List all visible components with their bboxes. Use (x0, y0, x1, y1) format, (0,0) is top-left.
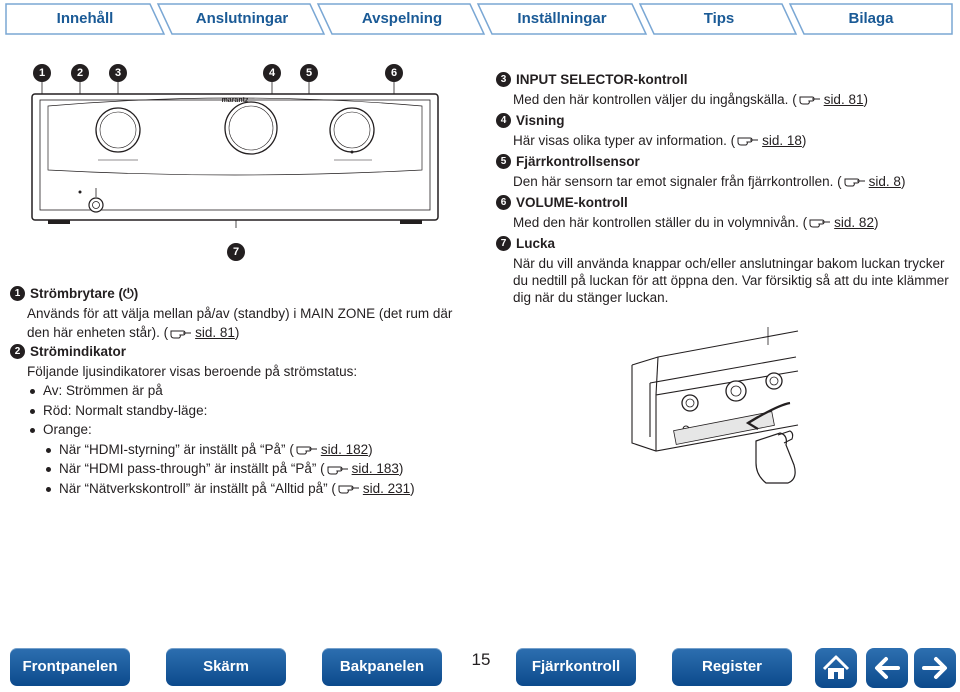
item-1-heading (10, 284, 470, 304)
ref-open-paren: ( (320, 461, 325, 476)
item-door (496, 234, 951, 306)
item-6-text: Med den här kontrollen ställer du in volymnivån. (513, 214, 799, 230)
ref-open-paren: ( (730, 132, 736, 148)
item-display (496, 111, 951, 150)
brand-logo: marantz (221, 97, 249, 104)
bullet-av: Av: Strömmen är på (27, 381, 470, 401)
nav-register-button[interactable]: Register (672, 648, 792, 686)
tab-avspelning[interactable]: Avspelning (361, 10, 443, 27)
forward-arrow-icon (914, 648, 956, 688)
ref-link-sid-18[interactable]: sid. 18 (762, 132, 802, 148)
tab-bilaga[interactable]: Bilaga (848, 10, 894, 27)
item-1-title-start: Strömbrytare ( (30, 286, 124, 301)
item-6-number: 6 (496, 195, 511, 210)
marker-7: 7 (227, 243, 245, 261)
tab-tips[interactable]: Tips (703, 10, 735, 27)
ref-link-sid-81[interactable]: sid. 81 (823, 91, 864, 107)
ref-link-sid-8[interactable]: sid. 8 (868, 173, 901, 189)
tab-installningar[interactable]: Inställningar (517, 10, 607, 27)
marker-5: 5 (300, 64, 318, 82)
item-1-text: Används för att välja mellan på/av (standby) i MAIN ZONE (det rum där den här enheten står). (27, 305, 453, 340)
item-2-title: Strömindikator (30, 344, 127, 359)
pointing-hand-icon (844, 175, 866, 187)
tab-anslutningar[interactable]: Anslutningar (195, 10, 289, 27)
sub-bullet-text: När “HDMI-styrning” är inställt på “På” (59, 441, 286, 457)
receiver-front-illustration (28, 80, 448, 260)
ref-close-paren: ) (863, 91, 868, 107)
ref-open-paren: ( (331, 480, 336, 496)
item-3-number: 3 (496, 72, 511, 87)
ref-close-paren: ) (900, 173, 906, 189)
page-number: 15 (471, 650, 491, 669)
ref-open-paren: ( (792, 91, 797, 107)
item-power-indicator (10, 342, 470, 498)
marker-4: 4 (263, 64, 281, 82)
item-5-number: 5 (496, 154, 511, 169)
nav-skarm-button[interactable]: Skärm (166, 648, 286, 686)
top-tab-bar (0, 0, 960, 40)
ref-link-sid-81[interactable]: sid. 81 (195, 325, 235, 340)
marker-1: 1 (33, 64, 51, 82)
bullet-orange: Orange: (27, 420, 470, 440)
item-1-reference (164, 323, 240, 343)
ref-open-paren: ( (289, 441, 294, 457)
ref-link-sid-82[interactable]: sid. 82 (834, 214, 874, 230)
item-3-text: Med den här kontrollen väljer du ingångskälla. (513, 91, 789, 107)
bullet-rod: Röd: Normalt standby-läge: (27, 401, 470, 421)
pointing-hand-icon (296, 443, 318, 455)
sub-bullet-natverkskontroll (43, 479, 470, 499)
nav-frontpanelen-button[interactable]: Frontpanelen (10, 648, 130, 686)
ref-close-paren: ) (873, 214, 879, 230)
item-7-title: Lucka (516, 236, 556, 251)
item-4-title: Visning (516, 113, 565, 128)
item-6-title: VOLUME-kontroll (516, 195, 628, 210)
back-button[interactable] (866, 648, 908, 688)
item-volume (496, 193, 951, 232)
sub-bullet-text: När “Nätverkskontroll” är inställt på “Alltid på” (59, 480, 328, 496)
ref-open-paren: ( (837, 173, 842, 189)
item-3-title: INPUT SELECTOR-kontroll (516, 72, 688, 87)
ref-link-sid-183[interactable]: sid. 183 (351, 461, 399, 476)
ref-close-paren: ) (234, 325, 240, 340)
ref-open-paren: ( (163, 325, 169, 340)
pointing-hand-icon (338, 482, 360, 494)
item-1-number: 1 (10, 286, 25, 301)
marker-2: 2 (71, 64, 89, 82)
item-2-heading (10, 342, 470, 362)
sub-bullet-hdmi-pass-through (43, 459, 470, 479)
marker-3: 3 (109, 64, 127, 82)
sub-bullet-text: När “HDMI pass-through” är inställt på “På” (59, 461, 317, 476)
tab-innehall[interactable]: Innehåll (56, 10, 114, 27)
item-power-button (10, 284, 470, 343)
ref-link-sid-182[interactable]: sid. 182 (320, 441, 369, 457)
ref-close-paren: ) (398, 461, 404, 476)
item-4-text: Här visas olika typer av information. (513, 132, 727, 148)
pointing-hand-icon (327, 463, 349, 475)
ref-link-sid-231[interactable]: sid. 231 (362, 480, 411, 496)
home-icon (815, 648, 857, 688)
door-opening-illustration (628, 325, 808, 485)
pointing-hand-icon (799, 93, 821, 105)
pointing-hand-icon (737, 134, 759, 146)
item-5-title: Fjärrkontrollsensor (516, 154, 640, 169)
ref-close-paren: ) (410, 480, 415, 496)
item-2-intro: Följande ljusindikatorer visas beroende på strömstatus: (27, 363, 358, 379)
home-button[interactable] (815, 648, 857, 688)
item-1-title-end: ) (133, 286, 139, 301)
item-5-text: Den här sensorn tar emot signaler från fjärrkontrollen. (513, 173, 834, 189)
back-arrow-icon (866, 648, 908, 688)
power-icon: ⏻ (123, 286, 134, 301)
ref-open-paren: ( (802, 214, 808, 230)
item-7-number: 7 (496, 236, 511, 251)
marker-6: 6 (385, 64, 403, 82)
item-input-selector (496, 70, 951, 109)
nav-bakpanelen-button[interactable]: Bakpanelen (322, 648, 442, 686)
item-4-number: 4 (496, 113, 511, 128)
item-2-number: 2 (10, 344, 25, 359)
ref-close-paren: ) (801, 132, 807, 148)
ref-close-paren: ) (368, 441, 373, 457)
item-7-text: När du vill använda knappar och/eller anslutningar bakom luckan trycker du nedtill på luckan för att öppna den. Var försiktig så att du inte klämmer dig när du stänger luckan. (513, 256, 949, 305)
forward-button[interactable] (914, 648, 956, 688)
nav-fjarrkontroll-button[interactable]: Fjärrkontroll (516, 648, 636, 686)
sub-bullet-hdmi-styrning (43, 440, 470, 460)
pointing-hand-icon (809, 216, 831, 228)
item-remote-sensor (496, 152, 951, 191)
pointing-hand-icon (170, 327, 192, 339)
